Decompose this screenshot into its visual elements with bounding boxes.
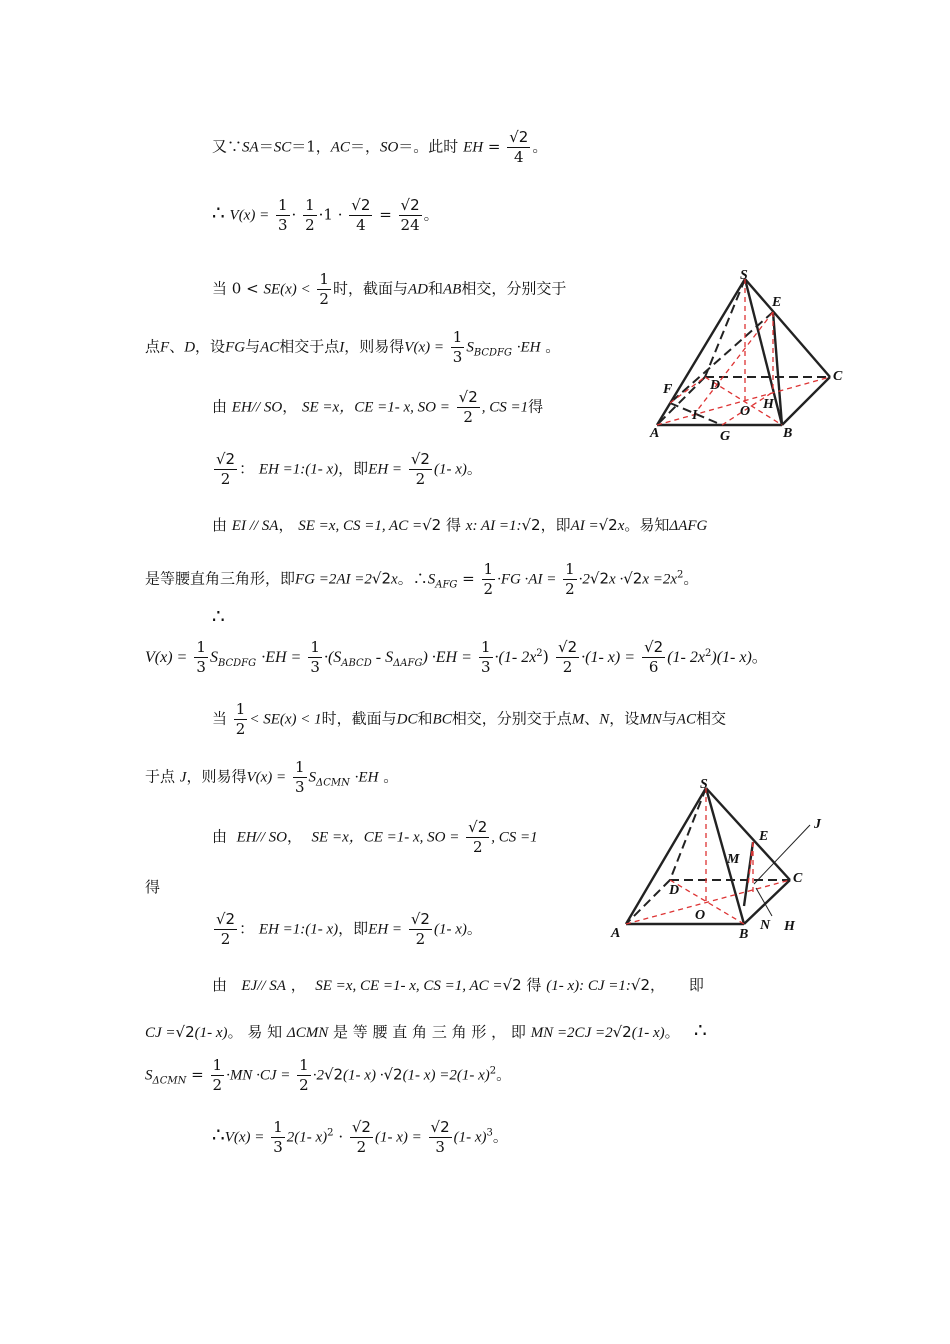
label-C: C xyxy=(793,871,803,886)
label-B: B xyxy=(739,927,749,942)
label-I: I xyxy=(692,408,698,423)
label-A: A xyxy=(611,926,621,941)
line-12: 于点 J，则易得V(x) = $\frac{1}{3}$ $S_{\Delta CMN} \cdot EH$ 。 xyxy=(145,758,399,796)
line-16: 由 EJ// SA ， SE =x, CE =1- x, CS =1, AC =√2 得 (1- x): CJ =1:√2， 即 xyxy=(212,976,704,994)
line-10: V(x) = $\frac{1}{3}$ $S_{BCDFG} \cdot EH$ = $\frac{1}{3}$ $\cdot(S_{ABCD} - S_{\Delta AFG}) \cdot EH$ = $\frac{1}{3}$ ·(1- $2x^2$) $\frac{√2}{2}$ ·(1- x) = $\frac{√2}{6}$ (1- $2x^2)(1-$ x)。 xyxy=(145,638,768,676)
line-13: 由 EH// SO， SE =x，CE =1- x, SO = $\frac{√2}{2}$ , CS =1 xyxy=(212,818,538,856)
line-6: $\frac{√2}{2}$ ： EH =1:(1- x)，即EH = $\frac{√2}{2}$ (1- x)。 xyxy=(216,450,482,488)
pyramid-figure-1 xyxy=(630,265,860,450)
line-2: ∴ V(x) = $\frac{1}{3}$ · $\frac{1}{2}$ ·1 · $\frac{√2}{4}$ = $\frac{√2}{24}$ 。 xyxy=(212,196,439,234)
line-19: ∴V(x) = $\frac{1}{3}$ 2(1- x)$^2$ · $\frac{√2}{2}$ (1- x) = $\frac{√2}{3}$ (1- x)$^3$。 xyxy=(212,1118,508,1156)
line-11: 当 $\frac{1}{2}$ < SE(x) < 1时，截面与DC和BC相交，分别交于点M、N，设MN与AC相交 xyxy=(212,700,726,738)
label-S: S xyxy=(700,777,708,792)
label-D: D xyxy=(669,883,680,898)
label-D: D xyxy=(710,378,721,393)
label-B: B xyxy=(783,426,793,441)
label-O: O xyxy=(695,908,706,923)
label-A: A xyxy=(650,426,660,441)
label-E: E xyxy=(759,829,769,844)
label-J: J xyxy=(814,817,821,832)
line-7: 由 EI // SA， SE =x, CS =1, AC =√2 得 x: AI =1:√2，即AI =√2x。易知ΔAFG xyxy=(212,516,708,534)
line-18: $S_{\Delta CMN}$ = $\frac{1}{2}$ ·MN ·CJ = $\frac{1}{2}$ ·2√2(1- x) ·√2(1- x) =2(1- x)$^2$。 xyxy=(145,1056,512,1094)
pyramid-figure-2 xyxy=(606,770,846,945)
line-14: 得 xyxy=(145,878,161,896)
label-G: G xyxy=(720,429,731,444)
label-F: F xyxy=(663,382,673,397)
line-17: CJ =√2(1- x)。 易 知 ΔCMN 是 等 腰 直 角 三 角 形 ， 即 MN =2CJ =2√2(1- x)。 ∴ xyxy=(145,1018,707,1042)
line-9: ∴ xyxy=(212,604,225,628)
fraction: $\frac{√2}{4}$ xyxy=(509,128,529,166)
line-15: $\frac{√2}{2}$ ： EH =1:(1- x)，即EH = $\frac{√2}{2}$ (1- x)。 xyxy=(216,910,482,948)
line-3: 当 0 < SE(x) < $\frac{1}{2}$ 时，截面与AD和AB相交，分别交于 xyxy=(212,270,567,308)
line-8: 是等腰直角三角形，即FG =2AI =2√2x。$\therefore S_{AFG}$ = $\frac{1}{2}$ ·FG ·AI = $\frac{1}{2}$ $\cdot 2√2x \cdot√2x =2x^2$。 xyxy=(145,560,699,598)
line-5: 由 EH// SO， SE =x，CE =1- x, SO = $\frac{√2}{2}$ , CS =1得 xyxy=(212,388,544,426)
line-4: 点F、D，设FG与AC相交于点I，则易得V(x) = $\frac{1}{3}$ $S_{BCDFG} \cdot EH$ 。 xyxy=(145,328,561,366)
line-1: 又∵SA＝SC＝1，AC＝，SO＝。此时 EH = $\frac{√2}{4}$ 。 xyxy=(212,128,548,166)
label-C: C xyxy=(833,369,843,384)
label-M: M xyxy=(727,852,740,867)
label-E: E xyxy=(772,295,782,310)
label-O: O xyxy=(740,404,751,419)
label-N: N xyxy=(760,918,771,933)
label-S: S xyxy=(740,268,748,283)
label-H: H xyxy=(784,919,795,934)
label-H: H xyxy=(763,397,774,412)
